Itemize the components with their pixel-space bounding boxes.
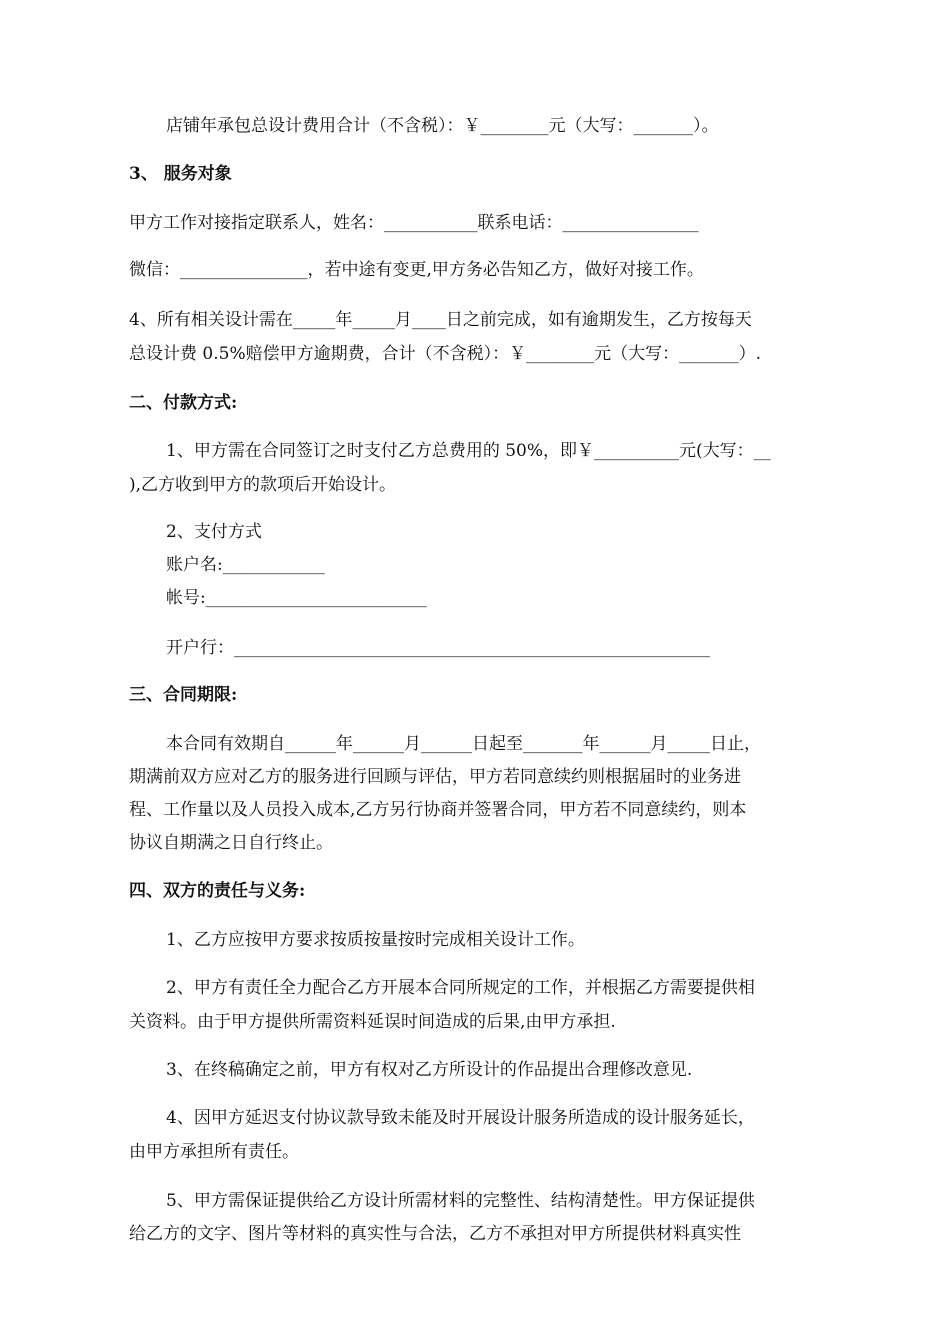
- bank-line: 开户行：________________________________________________________: [166, 638, 710, 658]
- duty-item-5-line-2: 给乙方的文字、图片等材料的真实性与合法，乙方不承担对甲方所提供材料真实性: [129, 1224, 741, 1244]
- term-line-1: 本合同有效期自______年______月______日起至_______年______月_____日止，: [166, 734, 761, 754]
- contact-line-1: 甲方工作对接指定联系人，姓名：___________联系电话：________________: [129, 213, 699, 233]
- account-name-line: 账户名:____________: [166, 555, 325, 575]
- account-number-line: 帐号:__________________________: [166, 588, 427, 608]
- section-3-title: 3、 服务对象: [129, 164, 232, 184]
- duty-item-4-line-2: 由甲方承担所有责任。: [129, 1142, 299, 1162]
- payment-item-1-line-2: ),乙方收到甲方的款项后开始设计。: [129, 475, 397, 495]
- payment-item-1-line-1: 1、甲方需在合同签订之时支付乙方总费用的 50%，即￥__________元(大写：__: [166, 441, 771, 461]
- payment-title: 二、付款方式:: [129, 393, 238, 413]
- duty-item-5-line-1: 5、甲方需保证提供给乙方设计所需材料的完整性、结构清楚性。甲方保证提供: [166, 1191, 755, 1211]
- duties-title: 四、双方的责任与义务:: [129, 881, 306, 901]
- duty-item-1: 1、乙方应按甲方要求按质按量按时完成相关设计工作。: [166, 930, 585, 950]
- term-line-3: 程、工作量以及人员投入成本,乙方另行协商并签署合同，甲方若不同意续约，则本: [129, 800, 747, 820]
- duty-item-4-line-1: 4、因甲方延迟支付协议款导致未能及时开展设计服务所造成的设计服务延长，: [166, 1108, 755, 1128]
- duty-item-2-line-2: 关资料。由于甲方提供所需资料延误时间造成的后果,由甲方承担.: [129, 1012, 616, 1032]
- term-line-2: 期满前双方应对乙方的服务进行回顾与评估，甲方若同意续约则根据届时的业务进: [129, 767, 741, 787]
- term-line-4: 协议自期满之日自行终止。: [129, 833, 333, 853]
- contact-line-2: 微信：_______________，若中途有变更,甲方务必告知乙方，做好对接工作。: [129, 260, 704, 280]
- payment-method-title: 2、支付方式: [166, 522, 262, 542]
- term-title: 三、合同期限:: [129, 685, 238, 705]
- fee-total-line: 店铺年承包总设计费用合计（不含税）：￥________元（大写：_______）。: [166, 116, 719, 136]
- deadline-line-2: 总设计费 0.5%赔偿甲方逾期费，合计（不含税）：￥________元（大写：_______）.: [129, 344, 761, 364]
- deadline-line-1: 4、所有相关设计需在_____年_____月____日之前完成，如有逾期发生，乙方按每天: [129, 310, 752, 330]
- duty-item-2-line-1: 2、甲方有责任全力配合乙方开展本合同所规定的工作，并根据乙方需要提供相: [166, 978, 755, 998]
- duty-item-3: 3、在终稿确定之前，甲方有权对乙方所设计的作品提出合理修改意见.: [166, 1060, 693, 1080]
